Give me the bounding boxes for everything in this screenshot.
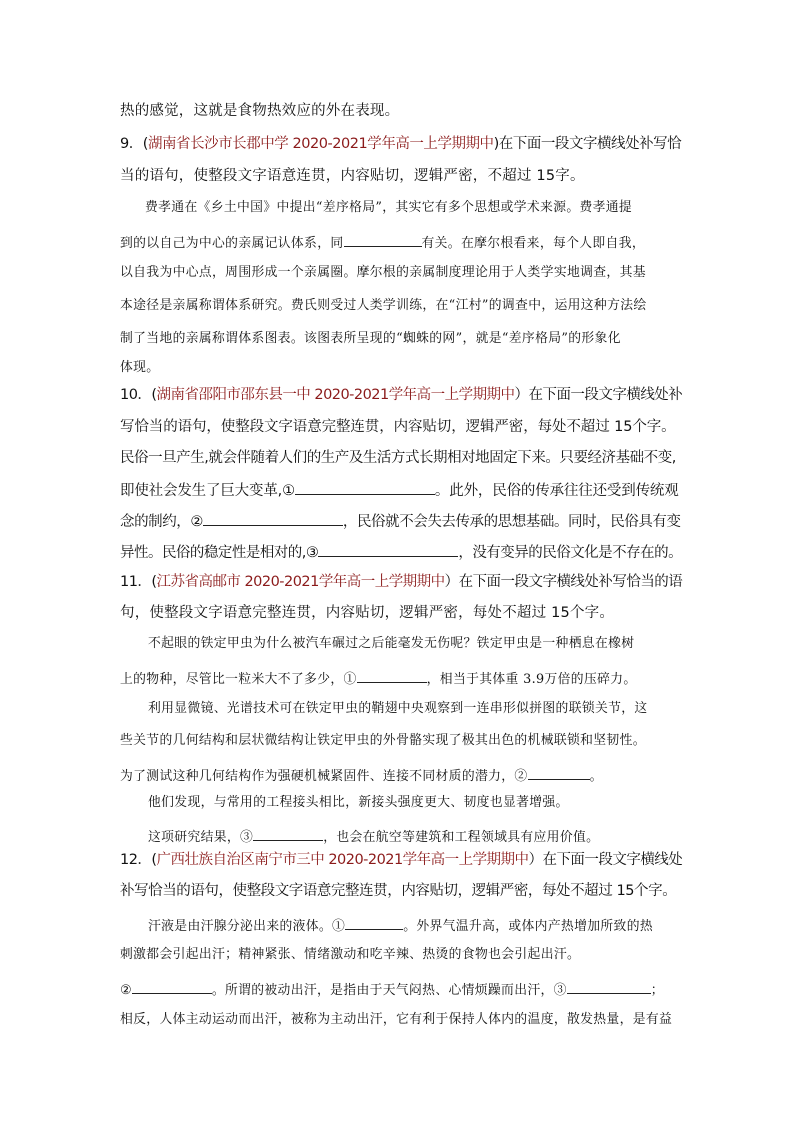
question-number: 9．( [120,136,148,152]
passage-line: 民俗一旦产生,就会伴随着人们的生产及生活方式长期相对地固定下来。只要经济基础不变, [120,450,676,466]
passage-line [120,482,679,499]
passage-text: ，没有变异的民俗文化是不存在的。 [458,545,683,561]
question-text: ）在下面一段文字横线处补 [514,387,683,403]
question-text: ）在下面一段文字横线处 [528,852,683,868]
question-10-heading [120,388,682,403]
passage-text: 汗液是由汗腺分泌出来的液体。① [148,919,346,934]
passage-text: ，相当于其体重 3.9万倍的压碎力。 [426,672,637,687]
passage-text: 。 [589,769,603,784]
answer-blank[interactable] [344,234,422,247]
question-text: )在下面一段文字横线处补写恰 [493,136,682,152]
passage-line [120,234,645,251]
answer-blank[interactable] [318,544,458,557]
question-number: 12．( [120,852,157,868]
answer-blank[interactable] [132,981,212,994]
passage-line: 相反，人体主动运动而出汗，被称为主动出汗，它有利于保持人体内的温度，散发热量，是有益 [120,1012,673,1027]
question-text: 补写恰当的语句，使整段文字语意完整连贯，内容贴切，逻辑严密，每处不超过 15个字。 [120,883,677,899]
question-11-heading [120,575,682,590]
passage-line: 以自我为中心点，周围形成一个亲属圈。摩尔根的亲属制度理论用于人类学实地调查，其基 [120,265,646,280]
source-label: 广西壮族自治区南宁市三中 2020-2021学年高一上学期期中 [156,852,529,868]
passage-line: 他们发现，与常用的工程接头相比，新接头强度更大、韧度也显著增强。 [148,795,569,810]
answer-blank[interactable] [203,513,343,526]
passage-line [148,917,653,934]
passage-text: 即使社会发生了巨大变革,① [120,483,295,499]
question-9-heading [120,137,681,152]
passage-line: 制了当地的亲属称谓体系图表。该图表所呈现的“蜘蛛的网”，就是“差序格局”的形象化 [120,331,621,346]
passage-line: 不起眼的铁定甲虫为什么被汽车碾过之后能毫发无伤呢？铁定甲虫是一种栖息在橡树 [148,636,635,651]
source-label: 湖南省长沙市长郡中学 2020-2021学年高一上学期期中 [147,136,494,152]
question-text: 写恰当的语句，使整段文字语意完整连贯，内容贴切，逻辑严密，每处不超过 15个字。 [120,419,676,435]
question-text: 句，使整段文字语意完整连贯，内容贴切，逻辑严密，每处不超过 15个字。 [120,605,615,621]
answer-blank[interactable] [295,482,435,495]
passage-line: 本途径是亲属称谓体系研究。费氏则受过人类学训练，在“江村”的调查中，运用这种方法绘 [120,298,647,313]
answer-blank[interactable] [357,670,427,683]
passage-text: 。此外，民俗的传承往往还受到传统观 [434,483,679,499]
paragraph-line: 热的感觉，这就是食物热效应的外在表现。 [120,103,400,119]
passage-line: 利用显微镜、光谱技术可在铁定甲虫的鞘翅中央观察到一连串形似拼图的联锁关节，这 [148,701,648,716]
passage-line [120,670,637,687]
passage-text: ； [650,983,664,998]
answer-blank[interactable] [528,767,590,780]
answer-blank[interactable] [345,917,403,930]
passage-text: 有关。在摩尔根看来，每个人即自我， [421,236,645,251]
passage-text: 念的制约，② [120,514,203,530]
answer-blank[interactable] [567,981,651,994]
answer-blank[interactable] [253,828,323,841]
passage-text: ② [120,983,132,998]
source-label: 江苏省高邮市 2020-2021学年高一上学期期中 [156,574,445,590]
passage-line [120,767,603,784]
passage-line [148,828,599,845]
passage-line [120,513,681,530]
passage-line: 刺激都会引起出汗；精神紧张、情绪激动和吃辛辣、热烫的食物也会引起出汗。 [120,947,581,962]
passage-text: 上的物种，尽管比一粒米大不了多少，① [120,672,357,687]
passage-text: 为了测试这种几何结构作为强硬机械紧固件、连接不同材质的潜力，② [120,769,528,784]
source-label: 湖南省邵阳市邵东县一中 2020-2021学年高一上学期期中 [156,387,515,403]
question-text: ）在下面一段文字横线处补写恰当的语 [444,574,683,590]
passage-line: 些关节的几何结构和层状微结构让铁定甲虫的外骨骼实现了极其出色的机械联锁和坚韧性。 [120,733,646,748]
question-number: 11．( [120,574,157,590]
passage-text: ，也会在航空等建筑和工程领域具有应用价值。 [323,830,600,845]
passage-text: 到的以自己为中心的亲属记认体系，同 [120,236,344,251]
passage-line [120,544,682,561]
question-12-heading [120,853,682,868]
passage-text: 。所谓的被动出汗，是指由于天气闷热、心情烦躁而出汗，③ [211,983,567,998]
passage-text: ，民俗就不会失去传承的思想基础。同时，民俗具有变 [342,514,681,530]
passage-line: 体现。 [120,360,160,375]
passage-text: 异性。民俗的稳定性是相对的,③ [120,545,319,561]
passage-line: 费孝通在《乡土中国》中提出“差序格局”，其实它有多个思想或学术来源。费孝通提 [145,200,633,215]
question-number: 10．( [120,387,157,403]
question-text: 当的语句，使整段文字语意连贯，内容贴切，逻辑严密，不超过 15字。 [120,168,585,184]
passage-line [120,981,664,998]
passage-text: 。外界气温升高，或体内产热增加所致的热 [403,919,653,934]
passage-text: 这项研究结果，③ [148,830,254,845]
